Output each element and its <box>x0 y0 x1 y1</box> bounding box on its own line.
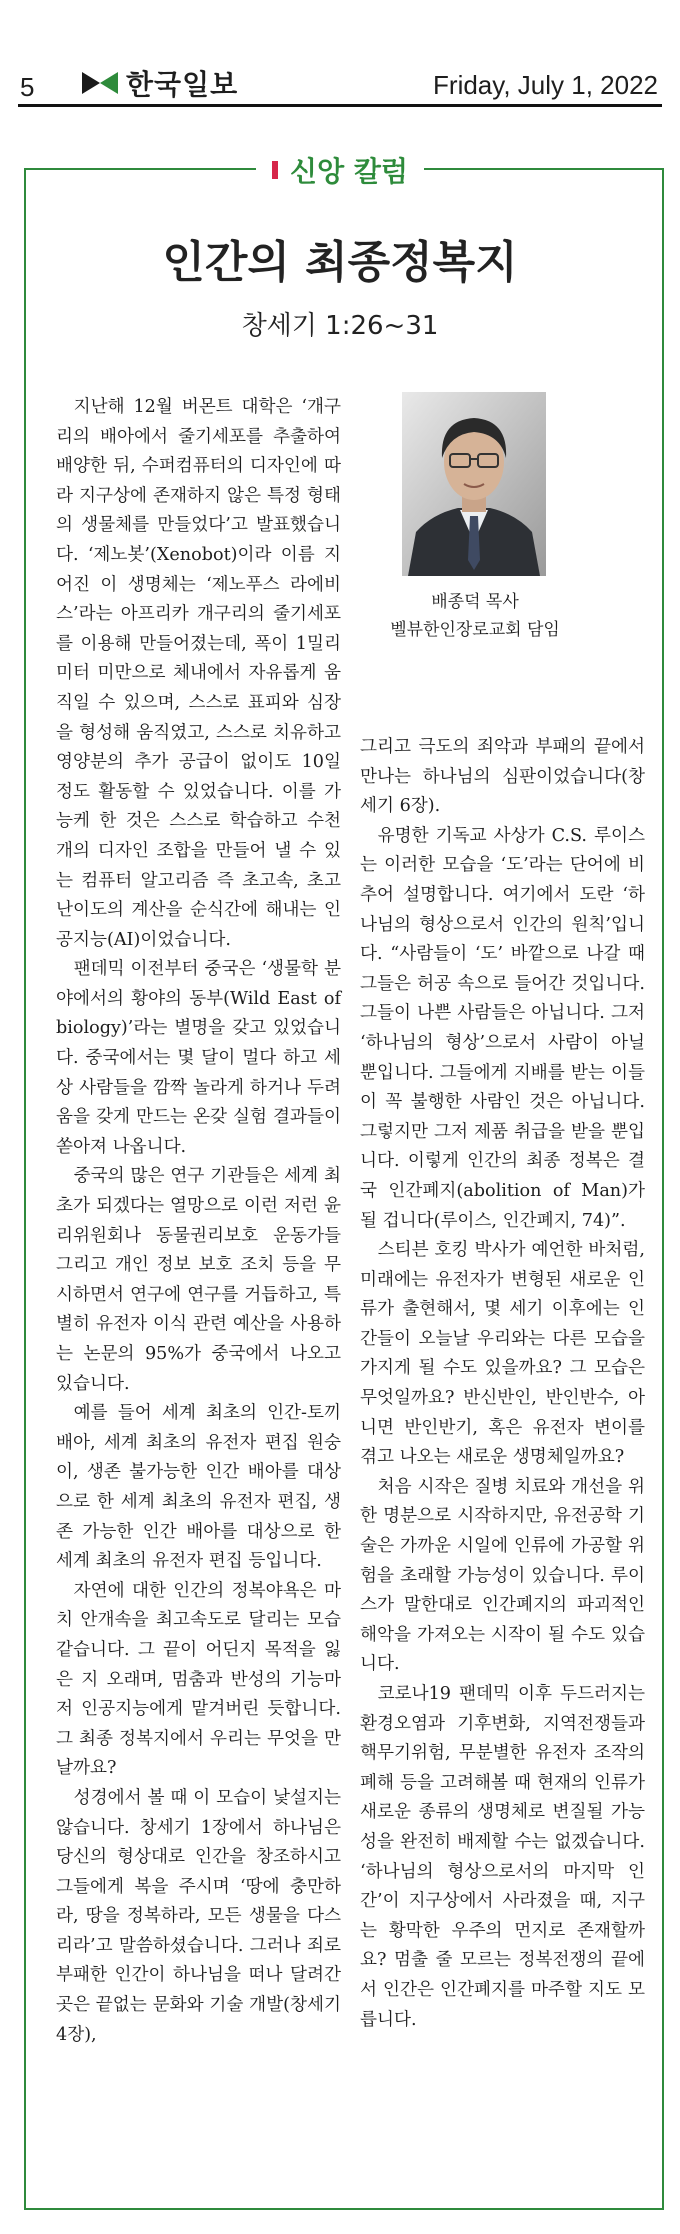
paragraph: 예를 들어 세계 최초의 인간-토끼 배아, 세계 최초의 유전자 편집 원숭이, 생존 불가능한 인간 배아를 대상으로 한 세계 최초의 유전자 편집, 생존 가능한 인간 배아를 대상으로 한 세계 최초의 유전자 편집 등입니다. <box>56 1403 341 1572</box>
author-church: 벨뷰한인장로교회 담임 <box>390 620 560 640</box>
section-header <box>0 150 680 190</box>
paragraph: 코로나19 팬데믹 이후 두드러지는 환경오염과 기후변화, 지역전쟁들과 핵무기위험, 무분별한 유전자 조작의 폐해 등을 고려해볼 때 현재의 인류가 새로운 종류의 생명체로 변질될 가능성을 완전히 배제할 수는 없겠습니다. ‘하나님의 형상으로서의 마지막 인간’이 지구상에서 사라졌을 때, 지구는 황막한 우주의 먼지로 존재할까요? 멈출 줄 모르는 정복전쟁의 끝에서 인간은 인간폐지를 마주할 지도 모릅니다. <box>360 1684 645 2030</box>
author-caption <box>350 588 600 644</box>
logo-text: 한국일보 <box>126 68 239 101</box>
masthead-rule <box>18 104 662 107</box>
page-number: 5 <box>20 72 35 102</box>
paragraph: 유명한 기독교 사상가 C.S. 루이스는 이러한 모습을 ‘도’라는 단어에 비추어 설명합니다. 여기에서 도란 ‘하나님의 형상으로서 인간의 원칙’입니다. “사람들이 ‘도’ 바깥으로 나갈 때 그들은 허공 속으로 들어간 것입니다. 그들이 나쁜 사람들은 아닙니다. 그저 ‘하나님의 형상’으로서 사람이 아닐 뿐입니다. 그들에게 지배를 받는 이들이 꼭 불행한 사람인 것은 아닙니다. 그렇지만 그저 제품 취급을 받을 뿐입니다. 이렇게 인간의 최종 정복은 결국 인간폐지(abolition of Man)가 될 겁니다(루이스, 인간폐지, 74)”. <box>360 825 645 1231</box>
article-column-right <box>360 733 645 2035</box>
section-title: 신앙 칼럼 <box>290 155 408 188</box>
issue-date: Friday, July 1, 2022 <box>433 70 658 100</box>
paragraph: 성경에서 볼 때 이 모습이 낯설지는 않습니다. 창세기 1장에서 하나님은 당신의 형상대로 인간을 창조하시고 그들에게 복을 주시며 ‘땅에 충만하라, 땅을 정복하라, 모든 생물을 다스리라’고 말씀하셨습니다. 그러나 죄로 부패한 인간이 하나님을 떠나 달려간 곳은 끝없는 문화와 기술 개발(창세기 4장), <box>56 1787 341 2045</box>
paragraph: 팬데믹 이전부터 중국은 ‘생물학 분야에서의 황야의 동부(Wild East of biology)’라는 별명을 갖고 있었습니다. 중국에서는 몇 달이 멀다 하고 세상 사람들을 깜짝 놀라게 하거나 두려움을 갖게 만드는 온갖 실험 결과들이 쏟아져 나옵니다. <box>56 959 341 1157</box>
article-column-left <box>56 393 341 2050</box>
paragraph: 자연에 대한 인간의 정복야욕은 마치 안개속을 최고속도로 달리는 모습 같습니다. 그 끝이 어딘지 목적을 잃은 지 오래며, 멈춤과 반성의 기능마저 인공지능에게 맡겨버린 듯합니다. 그 최종 정복지에서 우리는 무엇을 만날까요? <box>56 1580 341 1779</box>
paragraph: 스티븐 호킹 박사가 예언한 바처럼, 미래에는 유전자가 변형된 새로운 인류가 출현해서, 몇 세기 이후에는 인간들이 오늘날 우리와는 다른 모습을 가지게 될 수도 있을까요? 그 모습은 무엇일까요? 반신반인, 반인반수, 아니면 반인반기, 혹은 유전자 변이를 겪고 나오는 새로운 생명체일까요? <box>360 1240 645 1468</box>
paragraph: 처음 시작은 질병 치료와 개선을 위한 명분으로 시작하지만, 유전공학 기술은 가까운 시일에 인류에 가공할 위험을 초래할 가능성이 있습니다. 루이스가 말한대로 인간폐지의 파괴적인 해악을 가져오는 시작이 될 수도 있습니다. <box>360 1476 645 1675</box>
author-photo <box>402 392 546 576</box>
masthead <box>0 0 680 110</box>
article-headline: 인간의 최종정복지 <box>162 237 518 288</box>
section-marker-icon <box>272 161 278 179</box>
paragraph: 중국의 많은 연구 기관들은 세계 최초가 되겠다는 열망으로 이런 저런 윤리위원회나 동물권리보호 운동가들 그리고 개인 정보 보호 조치 등을 무시하면서 연구에 연구를 거듭하고, 특별히 유전자 이식 관련 예산을 사용하는 논문의 95%가 중국에서 나오고 있습니다. <box>56 1166 341 1394</box>
paragraph: 지난해 12월 버몬트 대학은 ‘개구리의 배아에서 줄기세포를 추출하여 배양한 뒤, 수퍼컴퓨터의 디자인에 따라 지구상에 존재하지 않은 특정 형태의 생물체를 만들었다’고 발표했습니다. ‘제노봇’(Xenobot)이라 이름 지어진 이 생명체는 ‘제노푸스 라에비스’라는 아프리카 개구리의 줄기세포를 이용해 만들어졌는데, 폭이 1밀리미터 미만으로 체내에서 자유롭게 움직일 수 있으며, 스스로 표피와 심장을 형성해 움직였고, 스스로 치유하고 영양분의 추가 공급이 없이도 10일 정도 활동할 수 있었습니다. 이를 가능케 한 것은 스스로 학습하고 수천 개의 디자인 조합을 만들어 낼 수 있는 컴퓨터 알고리즘 즉 초고속, 초고난이도의 계산을 순식간에 해내는 인공지능(AI)이었습니다. <box>56 397 341 950</box>
paragraph: 그리고 극도의 죄악과 부패의 끝에서 만나는 하나님의 심판이었습니다(창세기 6장). <box>360 737 645 817</box>
newspaper-logo <box>82 66 238 100</box>
scripture-reference: 창세기 1:26~31 <box>241 311 439 341</box>
bowtie-logo-icon <box>82 72 118 94</box>
author-name: 배종덕 목사 <box>431 592 519 612</box>
